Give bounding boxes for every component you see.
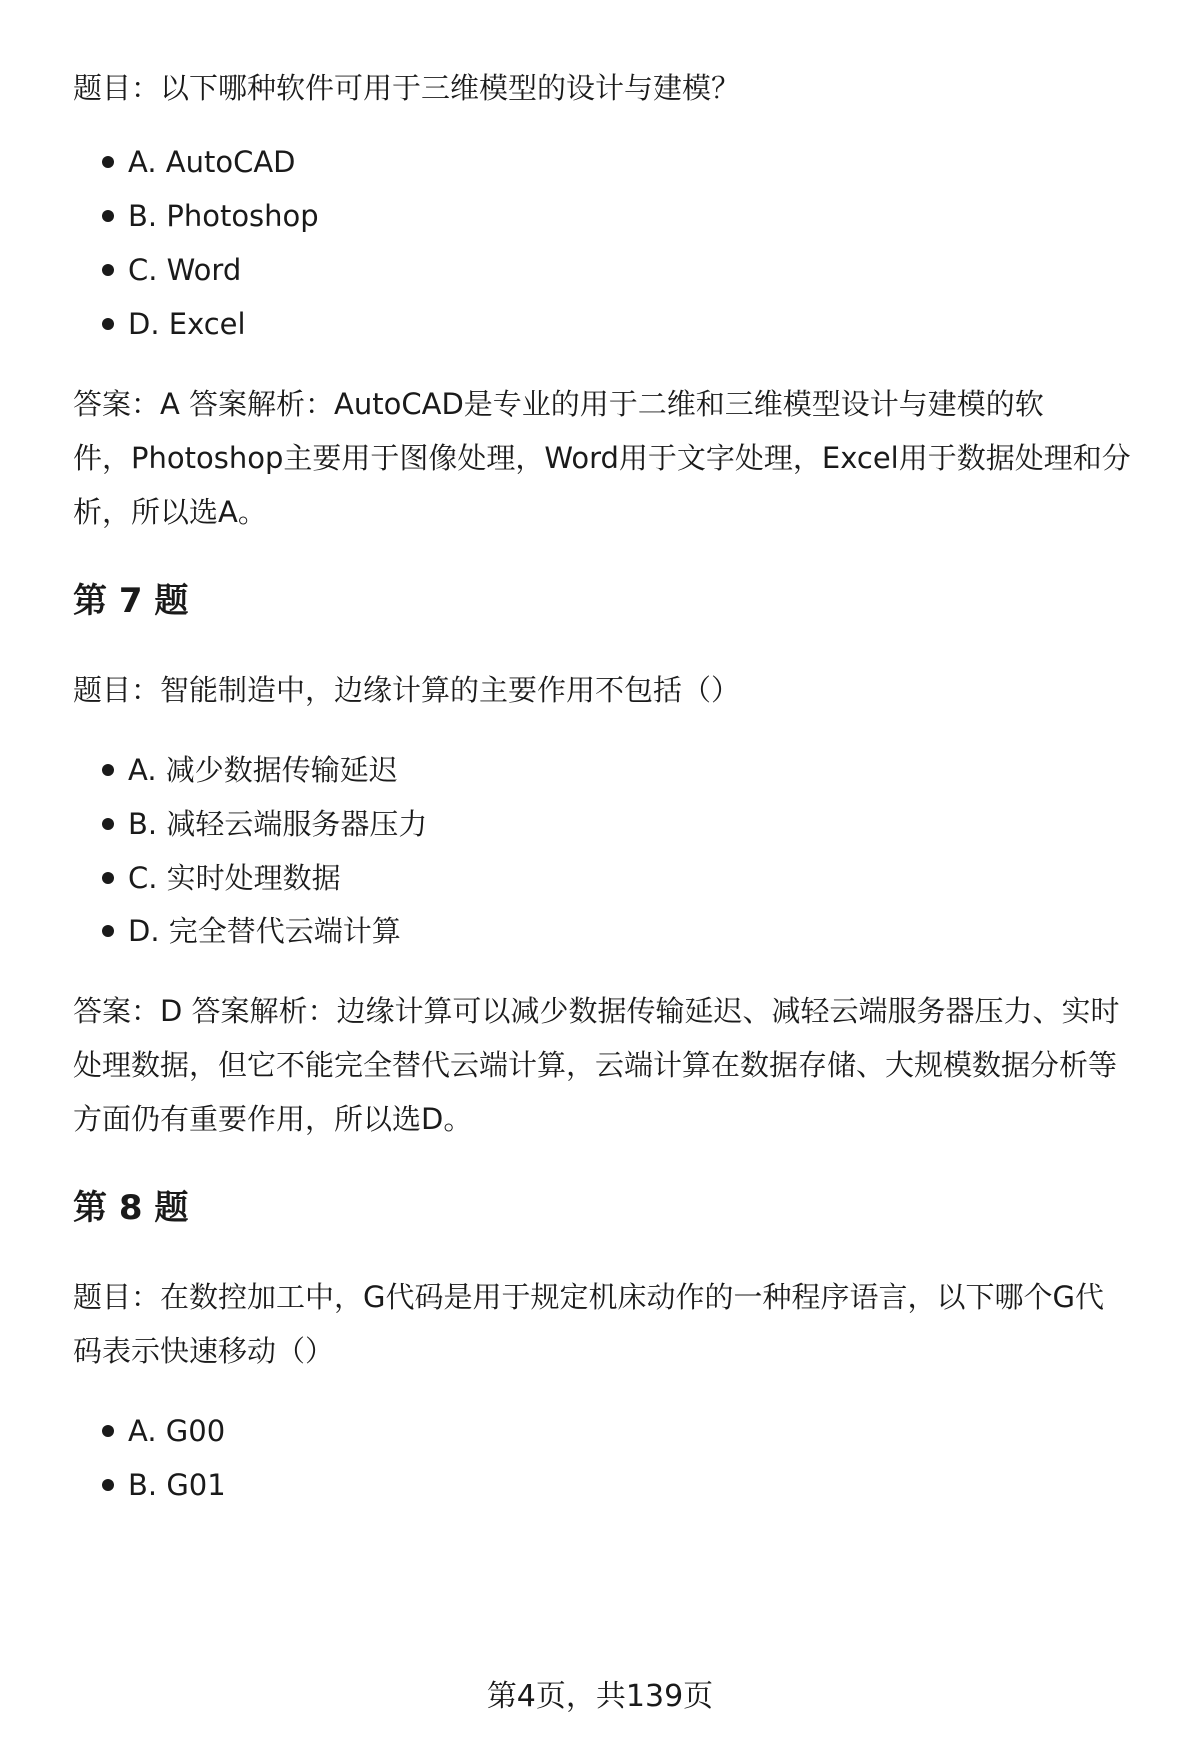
option-item [128,911,401,951]
bullet-icon [102,264,114,276]
option-label: A. AutoCAD [128,145,296,179]
option-label: D. Excel [128,307,246,341]
option-item [128,142,296,182]
option-item [128,1411,225,1451]
bullet-icon [102,1425,114,1437]
option-item [128,304,246,344]
option-label: B. Photoshop [128,199,319,233]
option-item [128,250,241,290]
option-label: B. G01 [128,1468,226,1502]
answer-text-line: 件，Photoshop主要用于图像处理，Word用于文字处理，Excel用于数据处理和分 [73,441,1131,475]
bullet-icon [102,925,114,937]
question-text-line: 码表示快速移动（） [73,1334,335,1368]
question-heading: 第 8 题 [73,1188,189,1228]
page-footer: 第4页，共139页 [486,1679,714,1714]
bullet-icon [102,210,114,222]
question-text: 题目：以下哪种软件可用于三维模型的设计与建模？ [73,71,741,105]
option-label: D. 完全替代云端计算 [128,914,401,948]
bullet-icon [102,818,114,830]
answer-text-line: 答案：D 答案解析：边缘计算可以减少数据传输延迟、减轻云端服务器压力、实时 [73,994,1120,1028]
answer-text-line: 方面仍有重要作用，所以选D。 [73,1102,473,1136]
question-text-line: 题目：在数控加工中，G代码是用于规定机床动作的一种程序语言，以下哪个G代 [73,1280,1104,1314]
option-label: B. 减轻云端服务器压力 [128,807,428,841]
option-label: C. Word [128,253,242,287]
bullet-icon [102,764,114,776]
bullet-icon [102,872,114,884]
option-item [128,858,341,898]
answer-text-line: 析，所以选A。 [73,495,267,529]
option-label: C. 实时处理数据 [128,861,341,895]
bullet-icon [102,318,114,330]
bullet-icon [102,1479,114,1491]
answer-text-line: 处理数据，但它不能完全替代云端计算，云端计算在数据存储、大规模数据分析等 [73,1048,1118,1082]
option-item [128,750,398,790]
answer-text-line: 答案：A 答案解析：AutoCAD是专业的用于二维和三维模型设计与建模的软 [73,387,1044,421]
question-heading: 第 7 题 [73,581,189,621]
option-item [128,1465,226,1505]
option-item [128,804,427,844]
question-text: 题目：智能制造中，边缘计算的主要作用不包括（） [73,673,741,707]
option-label: A. 减少数据传输延迟 [128,753,398,787]
bullet-icon [102,156,114,168]
option-item [128,196,319,236]
option-label: A. G00 [128,1414,226,1448]
